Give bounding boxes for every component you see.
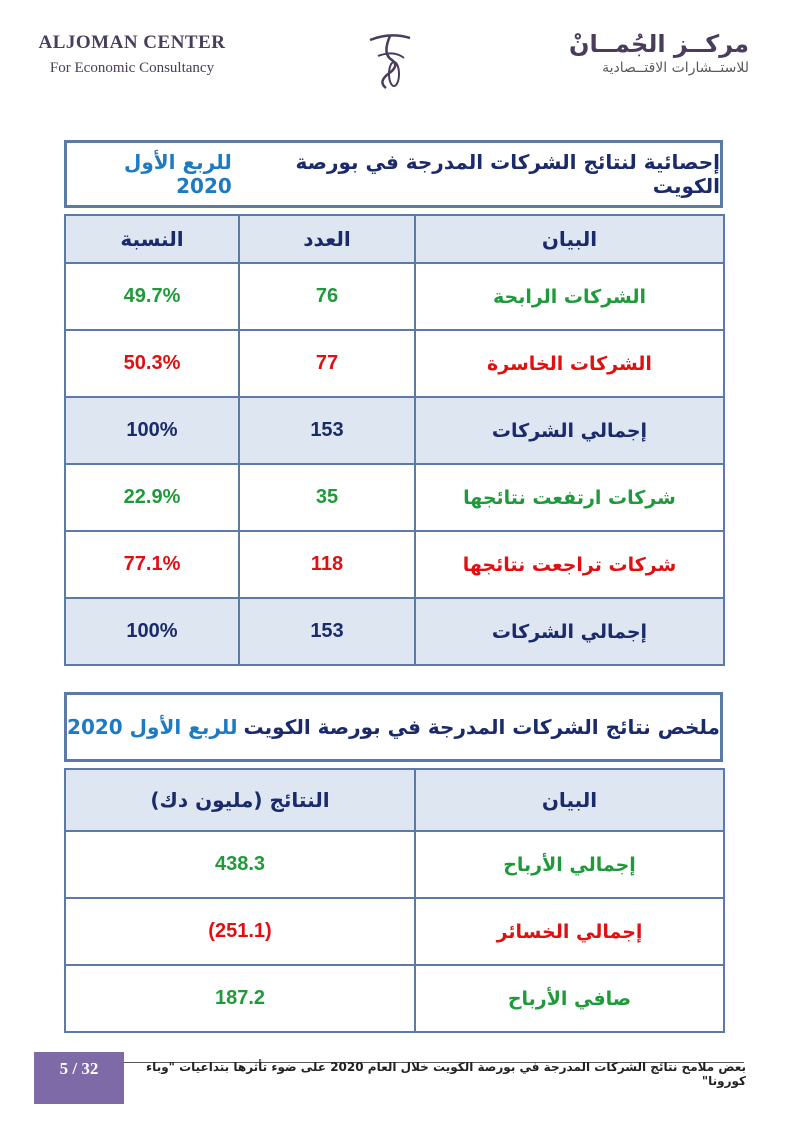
table-row — [65, 898, 724, 965]
row-pct: 100% — [65, 598, 239, 665]
summary-title-highlight: للربع الأول 2020 — [67, 715, 238, 739]
table-row — [65, 330, 724, 397]
stats-header-row — [65, 215, 724, 263]
table-row — [65, 464, 724, 531]
summary-table — [64, 768, 725, 1033]
summary-table-section — [64, 692, 723, 1010]
col-header-count: العدد — [239, 215, 415, 263]
stats-table-title — [64, 140, 723, 208]
logo-en — [32, 32, 232, 77]
row-count: 77 — [239, 330, 415, 397]
row-label: إجمالي الشركات — [415, 598, 724, 665]
col-header-results: النتائج (مليون دك) — [65, 769, 415, 831]
col-header-label: البيان — [415, 769, 724, 831]
summary-title-main: ملخص نتائج الشركات المدرجة في بورصة الكويت — [243, 715, 720, 739]
stats-table — [64, 214, 725, 666]
row-label: إجمالي الشركات — [415, 397, 724, 464]
table-row — [65, 531, 724, 598]
row-count: 118 — [239, 531, 415, 598]
stats-title-highlight: للربع الأول 2020 — [124, 150, 232, 198]
row-label: شركات ارتفعت نتائجها — [415, 464, 724, 531]
row-count: 153 — [239, 397, 415, 464]
row-label: إجمالي الخسائر — [415, 898, 724, 965]
row-label: صافي الأرباح — [415, 965, 724, 1032]
col-header-pct: النسبة — [65, 215, 239, 263]
row-pct: 22.9% — [65, 464, 239, 531]
row-label: الشركات الرابحة — [415, 263, 724, 330]
row-pct: 77.1% — [65, 531, 239, 598]
brand-name-en: ALJOMAN CENTER — [38, 32, 226, 53]
row-value: 438.3 — [65, 831, 415, 898]
row-label: الشركات الخاسرة — [415, 330, 724, 397]
row-count: 35 — [239, 464, 415, 531]
logo-ar — [549, 30, 749, 76]
table-row-total — [65, 397, 724, 464]
footer-caption: بعض ملامح نتائج الشركات المدرجة في بورصة الكويت خلال العام 2020 على ضوء تأثرها بتداعيات "وباء كورونا" — [146, 1060, 746, 1088]
row-label: شركات تراجعت نتائجها — [415, 531, 724, 598]
table-row — [65, 831, 724, 898]
brand-subtitle-en: For Economic Consultancy — [49, 60, 215, 76]
summary-table-title — [64, 692, 723, 762]
logo-emblem-icon — [364, 30, 416, 92]
stats-table-section — [64, 140, 723, 643]
row-label: إجمالي الأرباح — [415, 831, 724, 898]
page-number-badge — [34, 1052, 124, 1104]
row-value: 187.2 — [65, 965, 415, 1032]
brand-name-ar: مركــز الجُمــانْ — [569, 30, 749, 58]
page-number: 5 / 32 — [59, 1059, 99, 1078]
summary-header-row — [65, 769, 724, 831]
row-pct: 50.3% — [65, 330, 239, 397]
row-pct: 100% — [65, 397, 239, 464]
row-value: (251.1) — [65, 898, 415, 965]
row-pct: 49.7% — [65, 263, 239, 330]
table-row — [65, 263, 724, 330]
table-row-total — [65, 598, 724, 665]
table-row — [65, 965, 724, 1032]
brand-subtitle-ar: للاستــشارات الاقتــصادية — [602, 60, 749, 76]
row-count: 153 — [239, 598, 415, 665]
row-count: 76 — [239, 263, 415, 330]
col-header-label: البيان — [415, 215, 724, 263]
stats-title-main: إحصائية لنتائج الشركات المدرجة في بورصة الكويت — [295, 150, 720, 198]
